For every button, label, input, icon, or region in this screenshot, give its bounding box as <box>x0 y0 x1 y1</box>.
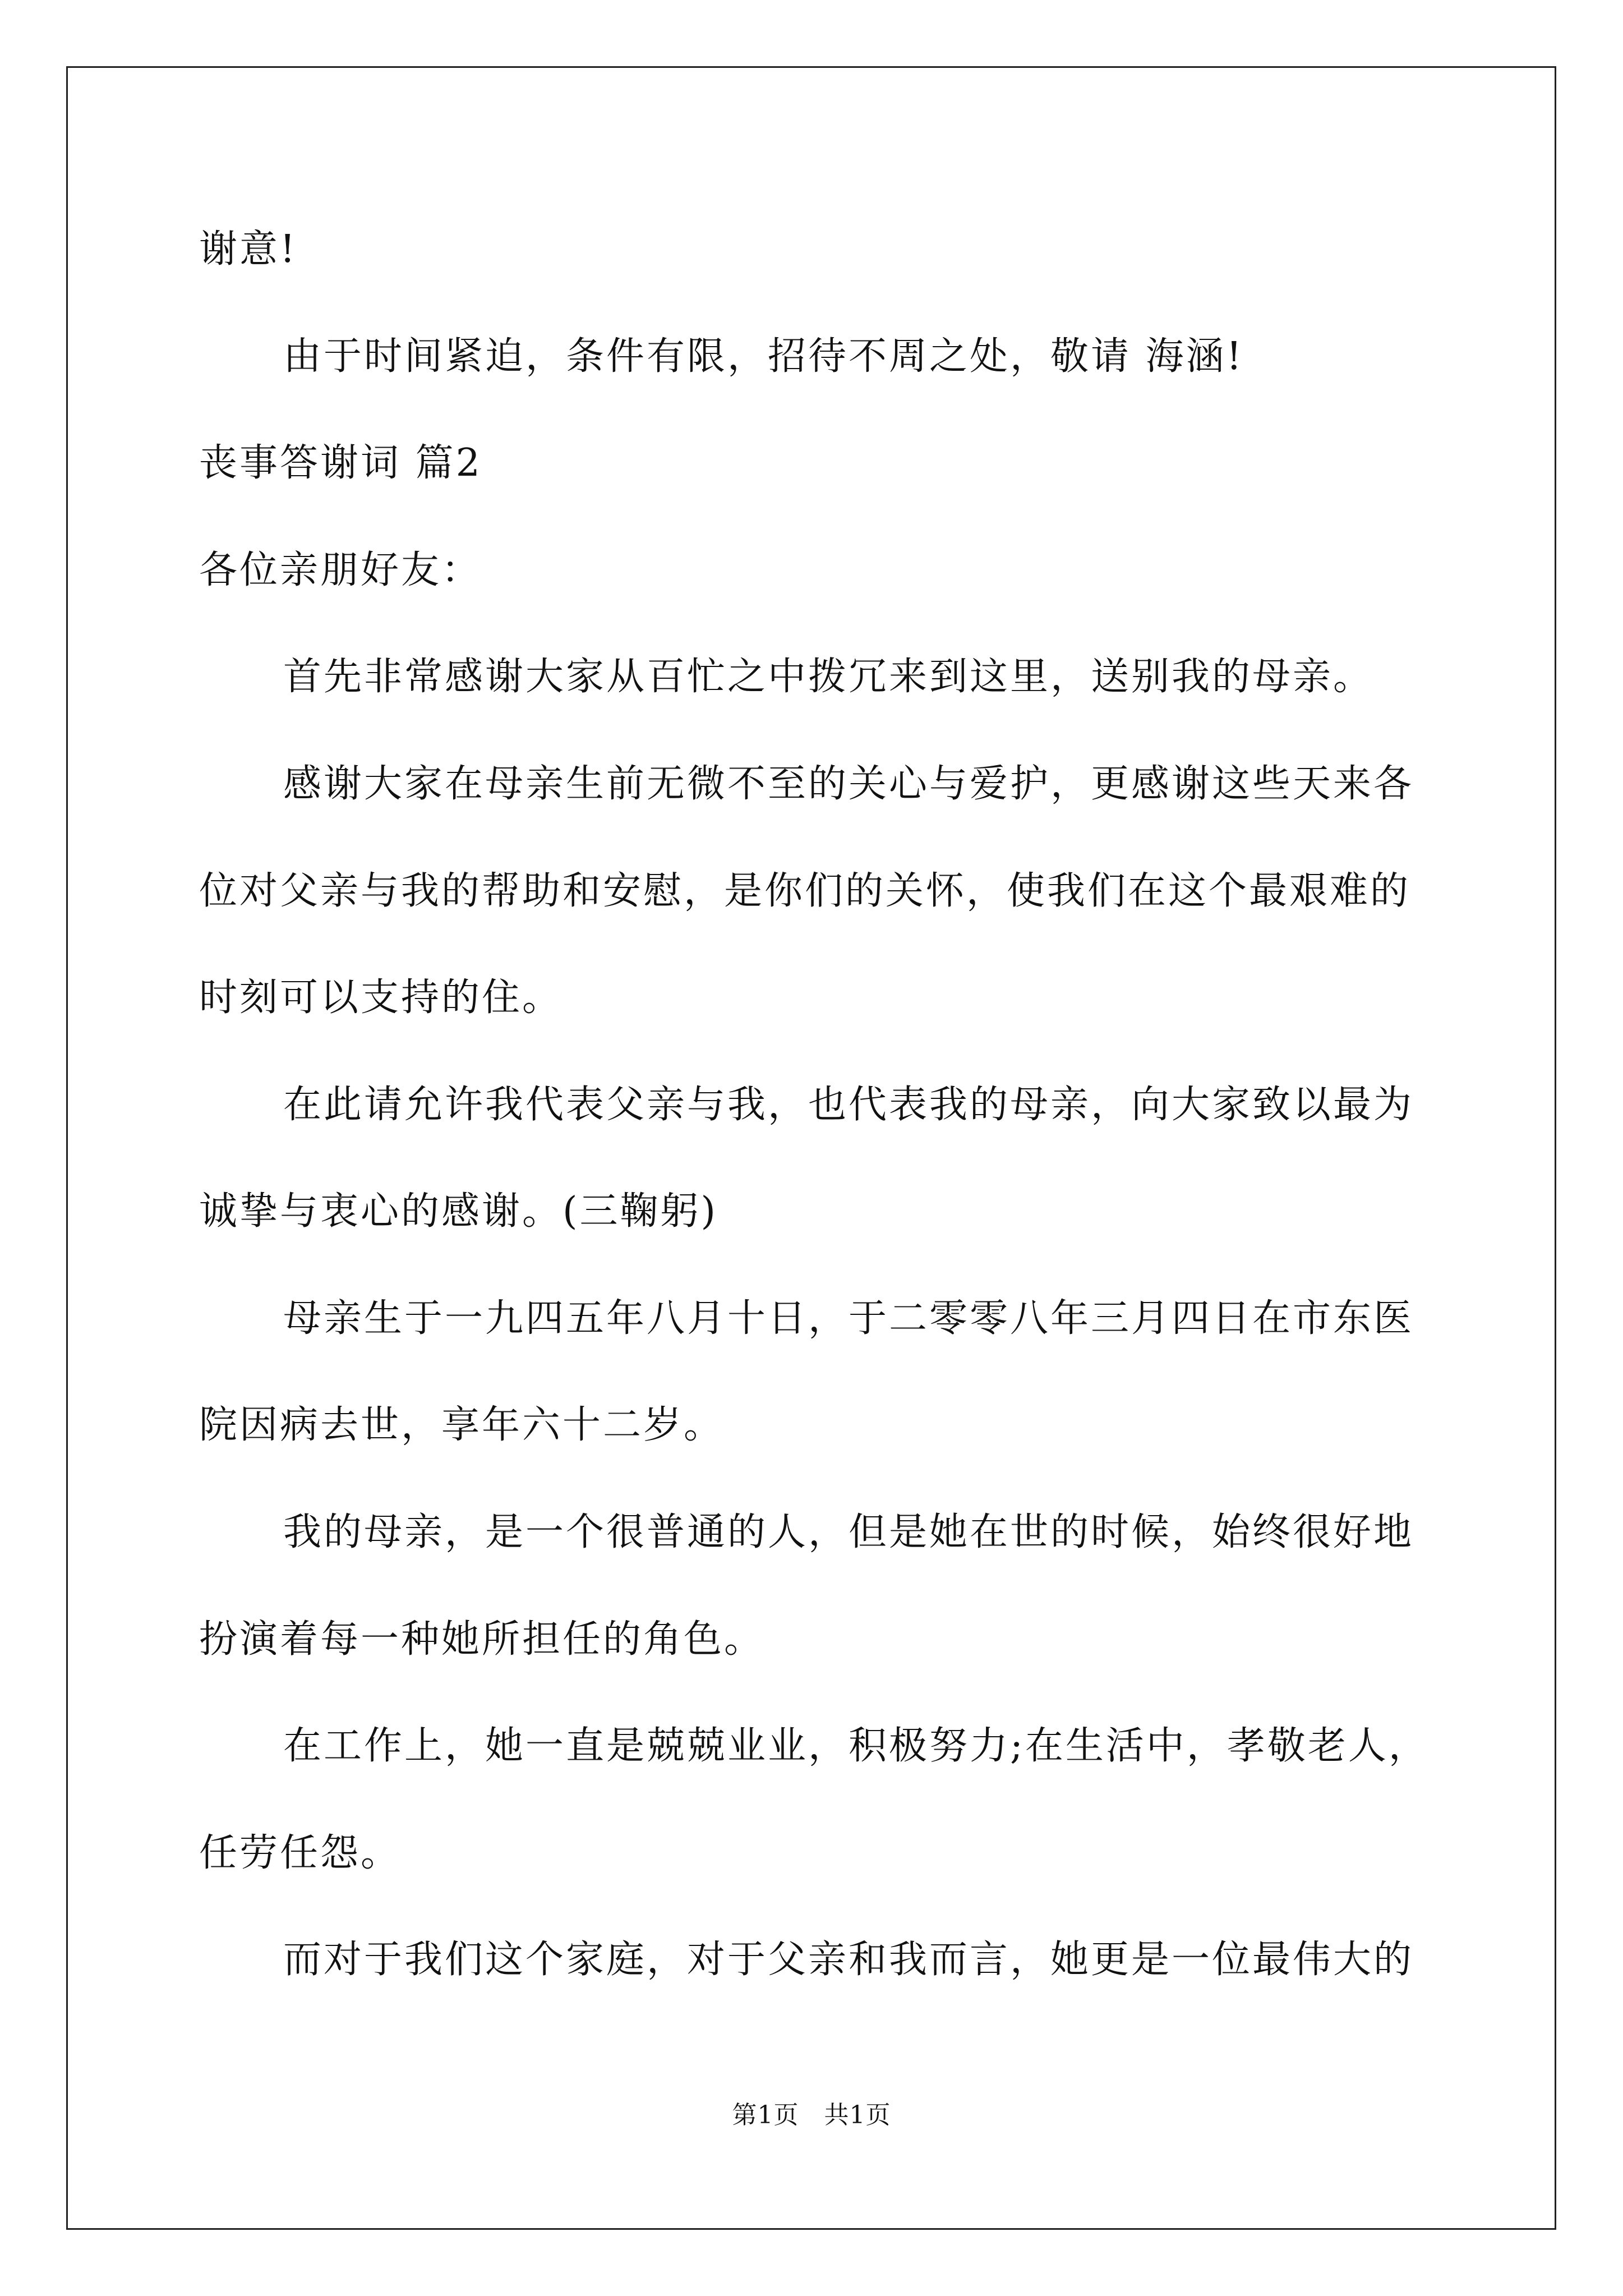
text-line-2: 由于时间紧迫，条件有限，招待不周之处，敬请 海涵! <box>283 334 1244 379</box>
page-number-footer: 第1页 共1页 <box>732 2101 891 2129</box>
text-line-11: 母亲生于一九四五年八月十日，于二零零八年三月四日在市东医 <box>283 1296 1414 1341</box>
section-heading: 丧事答谢词 篇2 <box>199 441 482 485</box>
text-line-10: 诚挚与衷心的感谢。(三鞠躬) <box>199 1189 718 1234</box>
text-line-12: 院因病去世，享年六十二岁。 <box>199 1403 725 1447</box>
text-line-5: 首先非常感谢大家从百忙之中拨冗来到这里，送别我的母亲。 <box>283 655 1374 699</box>
text-line-9: 在此请允许我代表父亲与我，也代表我的母亲，向大家致以最为 <box>283 1083 1414 1127</box>
text-line-8: 时刻可以支持的住。 <box>199 976 563 1020</box>
text-line-17: 而对于我们这个家庭，对于父亲和我而言，她更是一位最伟大的 <box>283 1938 1414 1982</box>
page-frame <box>66 66 1556 2230</box>
text-line-16: 任劳任怨。 <box>199 1831 402 1875</box>
salutation: 各位亲朋好友： <box>199 548 482 592</box>
text-line-1: 谢意! <box>199 227 298 272</box>
text-line-15: 在工作上，她一直是兢兢业业，积极努力;在生活中，孝敬老人， <box>283 1724 1429 1768</box>
text-line-7: 位对父亲与我的帮助和安慰，是你们的关怀，使我们在这个最艰难的 <box>199 869 1411 913</box>
text-line-13: 我的母亲，是一个很普通的人，但是她在世的时候，始终很好地 <box>283 1510 1414 1554</box>
text-line-6: 感谢大家在母亲生前无微不至的关心与爱护，更感谢这些天来各 <box>283 762 1414 806</box>
text-line-14: 扮演着每一种她所担任的角色。 <box>199 1617 765 1662</box>
